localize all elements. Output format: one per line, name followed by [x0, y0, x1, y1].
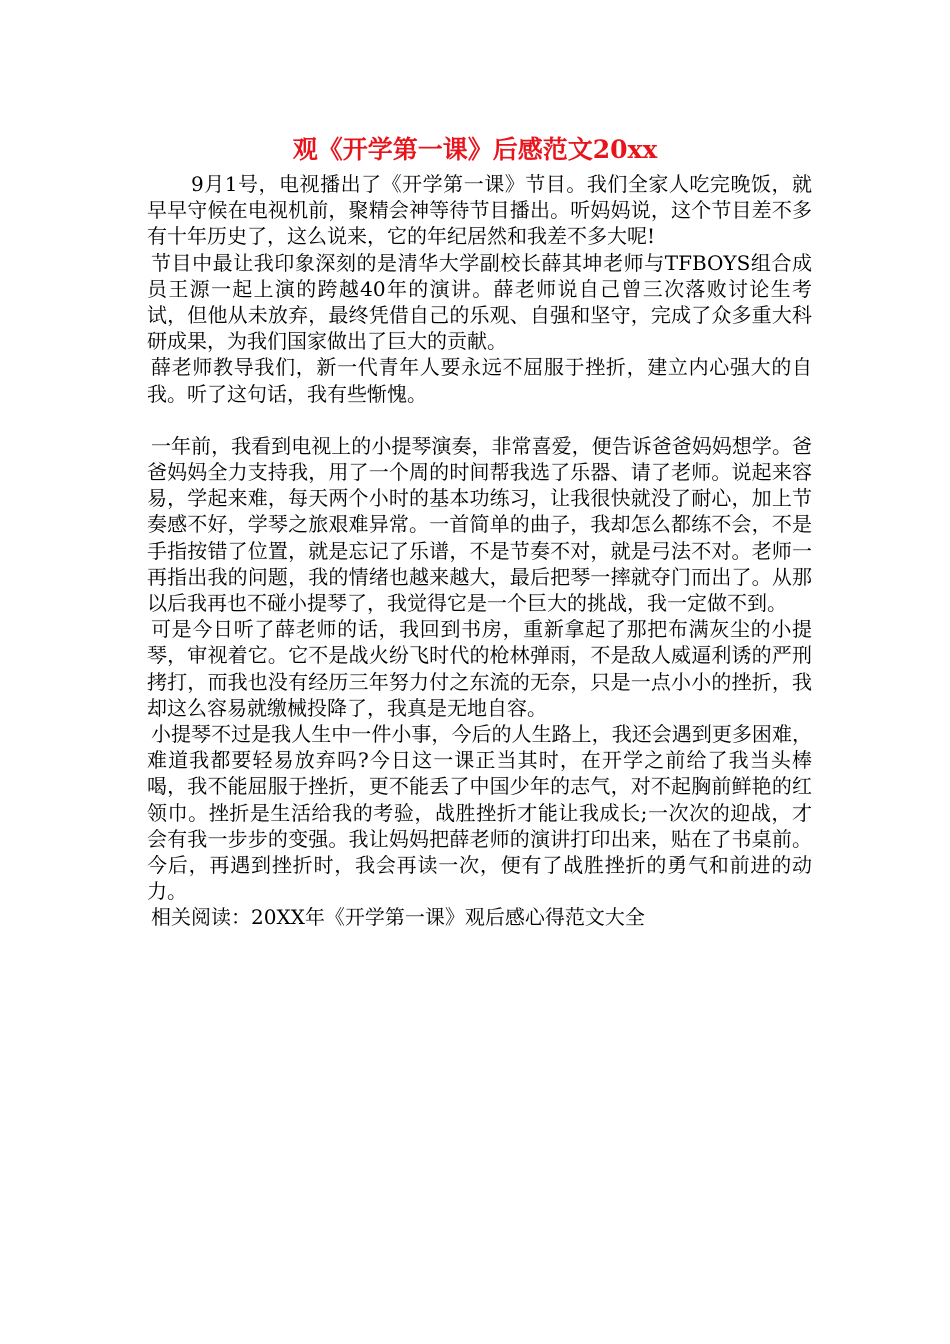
document-body — [147, 171, 812, 931]
paragraph-spacer — [147, 407, 812, 433]
related-reading: 相关阅读：20XX年《开学第一课》观后感心得范文大全 — [151, 905, 645, 930]
paragraph-1: 9月1号，电视播出了《开学第一课》节目。我们全家人吃完晚饭，就早早守候在电视机前，聚精会神等待节目播出。听妈妈说，这个节目差不多有十年历史了，这么说来，它的年纪居然和我差不多大呢! — [147, 172, 812, 249]
paragraph-5: 可是今日听了薛老师的话，我回到书房，重新拿起了那把布满灰尘的小提琴，审视着它。它不是战火纷飞时代的枪林弹雨，不是敌人威逼利诱的严刑拷打，而我也没有经历三年努力付之东流的无奈，只是一点小小的挫折，我却这么容易就缴械投降了，我真是无地自容。 — [147, 617, 812, 720]
paragraph-6: 小提琴不过是我人生中一件小事，今后的人生路上，我还会遇到更多困难，难道我都要轻易放弃吗?今日这一课正当其时，在开学之前给了我当头棒喝，我不能屈服于挫折，更不能丢了中国少年的志气，对不起胸前鲜艳的红领巾。挫折是生活给我的考验，战胜挫折才能让我成长;一次次的迎战，才会有我一步步的变强。我让妈妈把薛老师的演讲打印出来，贴在了书桌前。今后，再遇到挫折时，我会再读一次，便有了战胜挫折的勇气和前进的动力。 — [147, 722, 812, 904]
paragraph-2: 节目中最让我印象深刻的是清华大学副校长薛其坤老师与TFBOYS组合成员王源一起上演的跨越40年的演讲。薛老师说自己曾三次落败讨论生考试，但他从未放弃，最终凭借自己的乐观、自强和坚守，完成了众多重大科研成果，为我们国家做出了巨大的贡献。 — [147, 250, 812, 354]
document-title: 观《开学第一课》后感范文20xx — [292, 135, 658, 164]
paragraph-4: 一年前，我看到电视上的小提琴演奏，非常喜爱，便告诉爸爸妈妈想学。爸爸妈妈全力支持我，用了一个周的时间帮我选了乐器、请了老师。说起来容易，学起来难，每天两个小时的基本功练习，让我很快就没了耐心，加上节奏感不好，学琴之旅艰难异常。一首简单的曲子，我却怎么都练不会，不是手指按错了位置，就是忘记了乐谱，不是节奏不对，就是弓法不对。老师一再指出我的问题，我的情绪也越来越大，最后把琴一摔就夺门而出了。从那以后我再也不碰小提琴了，我觉得它是一个巨大的挑战，我一定做不到。 — [147, 433, 812, 616]
paragraph-3: 薛老师教导我们，新一代青年人要永远不屈服于挫折，建立内心强大的自我。听了这句话，我有些惭愧。 — [147, 355, 812, 406]
